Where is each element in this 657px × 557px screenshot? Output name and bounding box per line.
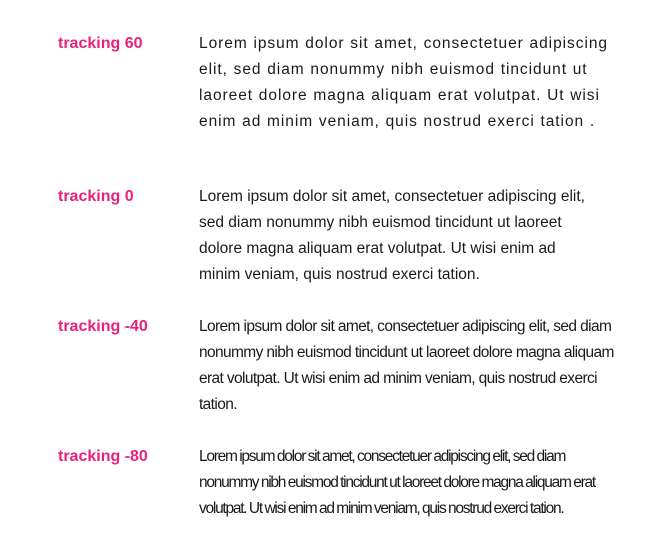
- sample-text: Lorem ipsum dolor sit amet, consectetuer adipiscing elit, sed diam nonummy nibh euismod tincidunt ut laoreet dolore magna aliquam erat volutpat. Ut wisi enim ad minim veniam, quis nostrud exerci tation.: [199, 188, 585, 283]
- tracking-label: tracking -80: [58, 448, 148, 465]
- tracking-label: tracking 60: [58, 35, 143, 52]
- sample-text: Lorem ipsum dolor sit amet, consectetuer adipiscing elit, sed diam nonummy nibh euismod tincidunt ut laoreet dolore magna aliquam erat volutpat. Ut wisi enim ad minim veniam, quis nostrud exerci tation.: [199, 448, 595, 517]
- sample-text: Lorem ipsum dolor sit amet, consectetuer adipiscing elit, sed diam nonummy nibh euismod tincidunt ut laoreet dolore magna aliquam erat volutpat. Ut wisi enim ad minim veniam, quis nostrud exerci tation .: [199, 35, 608, 130]
- tracking-label: tracking -40: [58, 318, 148, 335]
- tracking-label: tracking 0: [58, 188, 134, 205]
- sample-text: Lorem ipsum dolor sit amet, consectetuer adipiscing elit, sed diam nonummy nibh euismod tincidunt ut laoreet dolore magna aliquam erat volutpat. Ut wisi enim ad minim veniam, quis nostrud exerci tation.: [199, 318, 614, 413]
